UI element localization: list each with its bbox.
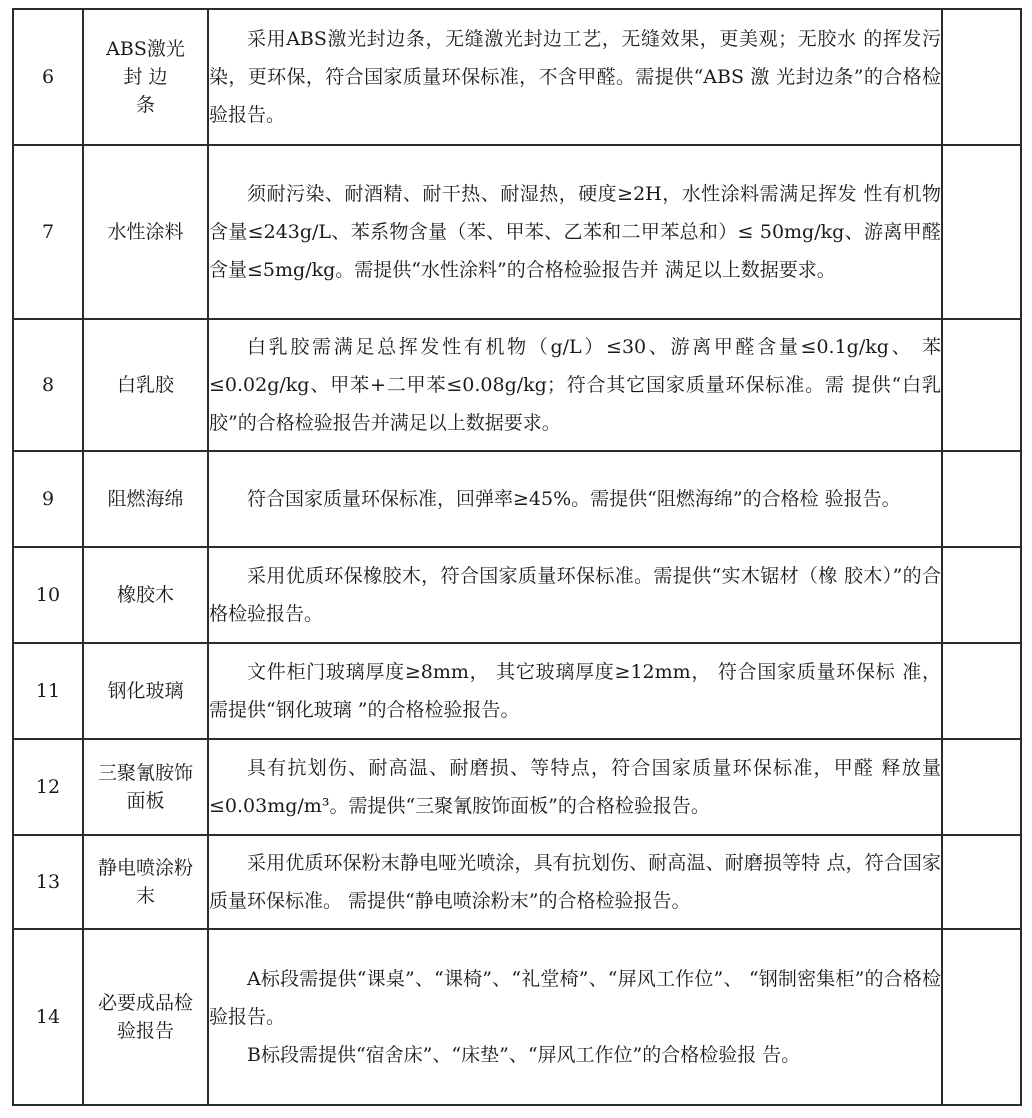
spec-table-body [13,9,1021,1105]
empty-cell [942,929,1021,1105]
material-name [83,547,208,643]
material-name [83,739,208,835]
requirement-cell [208,835,942,929]
row-number: 8 [13,319,83,451]
material-name [83,835,208,929]
requirement-text: 须耐污染、耐酒精、耐干热、耐湿热，硬度≥2H，水性涂料需满足挥发 性有机物含量≤243g/L、苯系物含量（苯、甲苯、乙苯和二甲苯总和）≤ 50mg/kg、游离甲醛含量≤5mg/kg。需提供“水性涂料”的合格检验报告并 满足以上数据要求。 [209,183,941,281]
material-name-text: 钢化玻璃 [107,680,184,702]
table-row [13,9,1021,145]
requirement-text: B标段需提供“宿舍床”、“床垫”、“屏风工作位”的合格检验报 告。 [247,1044,801,1066]
material-name-text: 橡胶木 [116,584,174,606]
material-name [83,145,208,319]
empty-cell [942,547,1021,643]
row-number: 6 [13,9,83,145]
table-row [13,547,1021,643]
row-number: 9 [13,451,83,547]
table-row [13,835,1021,929]
table-row [13,929,1021,1105]
requirement-text: A标段需提供“课桌”、“课椅”、“礼堂椅”、“屏风工作位”、 “钢制密集柜”的合格检验报告。 [209,968,941,1028]
empty-cell [942,319,1021,451]
material-name [83,319,208,451]
material-name-text: 阻燃海绵 [107,488,184,510]
requirement-text: 采用ABS激光封边条，无缝激光封边工艺，无缝效果，更美观；无胶水 的挥发污染，更环保，符合国家质量环保标准，不含甲醛。需提供“ABS 激 光封边条”的合格检验报告。 [209,28,941,126]
empty-cell [942,9,1021,145]
requirement-cell [208,145,942,319]
material-name [83,643,208,739]
material-name-text: 必要成品检 验报告 [97,992,193,1042]
material-name-text: 静电喷涂粉 末 [97,857,193,907]
requirement-cell [208,547,942,643]
requirement-text: 采用优质环保粉末静电哑光喷涂，具有抗划伤、耐高温、耐磨损等特 点，符合国家质量环保标准。 需提供“静电喷涂粉末”的合格检验报告。 [209,852,941,912]
empty-cell [942,451,1021,547]
requirement-cell [208,929,942,1105]
requirement-text: 白乳胶需满足总挥发性有机物（g/L）≤30、游离甲醛含量≤0.1g/kg、 苯≤0.02g/kg、甲苯+二甲苯≤0.08g/kg；符合其它国家质量环保标准。需 提供“白乳胶”的合格检验报告并满足以上数据要求。 [209,336,941,434]
row-number: 12 [13,739,83,835]
table-row [13,451,1021,547]
table-row [13,145,1021,319]
material-name-text: ABS激光 封 边 条 [106,38,185,116]
requirement-cell [208,451,942,547]
requirement-cell [208,9,942,145]
material-name [83,451,208,547]
material-name-text: 白乳胶 [116,374,174,396]
requirement-text: 文件柜门玻璃厚度≥8mm， 其它玻璃厚度≥12mm， 符合国家质量环保标 准， 需提供“钢化玻璃 ”的合格检验报告。 [209,661,941,721]
material-name-text: 水性涂料 [107,221,184,243]
material-name [83,929,208,1105]
empty-cell [942,835,1021,929]
table-row [13,319,1021,451]
empty-cell [942,643,1021,739]
material-name [83,9,208,145]
empty-cell [942,145,1021,319]
requirement-cell [208,643,942,739]
requirement-text: 具有抗划伤、耐高温、耐磨损、等特点，符合国家质量环保标准，甲醛 释放量≤0.03mg/m³。需提供“三聚氰胺饰面板”的合格检验报告。 [209,757,941,817]
requirement-text: 采用优质环保橡胶木，符合国家质量环保标准。需提供“实木锯材（橡 胶木）”的合格检验报告。 [209,565,941,625]
requirement-cell [208,319,942,451]
row-number: 13 [13,835,83,929]
row-number: 7 [13,145,83,319]
material-name-text: 三聚氰胺饰 面板 [97,762,193,812]
requirement-text: 符合国家质量环保标准，回弹率≥45%。需提供“阻燃海绵”的合格检 验报告。 [247,488,901,510]
table-row [13,643,1021,739]
spec-table [12,8,1022,1106]
empty-cell [942,739,1021,835]
row-number: 10 [13,547,83,643]
requirement-cell [208,739,942,835]
table-row [13,739,1021,835]
row-number: 11 [13,643,83,739]
row-number: 14 [13,929,83,1105]
